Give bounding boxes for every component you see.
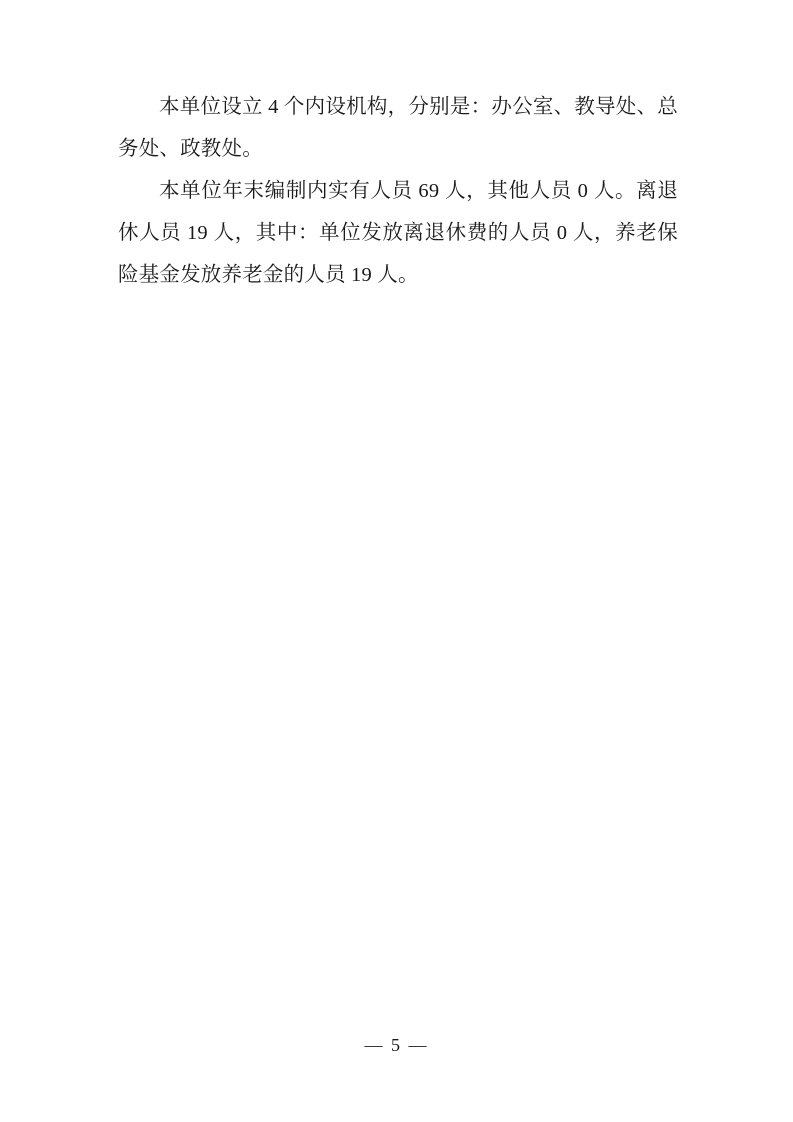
- paragraph-internal-departments: 本单位设立 4 个内设机构，分别是：办公室、教导处、总务处、政教处。: [118, 96, 678, 160]
- document-body: [118, 86, 678, 296]
- page-number-footer: — 5 —: [364, 1035, 429, 1055]
- paragraph-staff-counts: 本单位年末编制内实有人员 69 人，其他人员 0 人。离退休人员 19 人，其中：单位发放离退休费的人员 0 人，养老保险基金发放养老金的人员 19 人。: [118, 180, 678, 286]
